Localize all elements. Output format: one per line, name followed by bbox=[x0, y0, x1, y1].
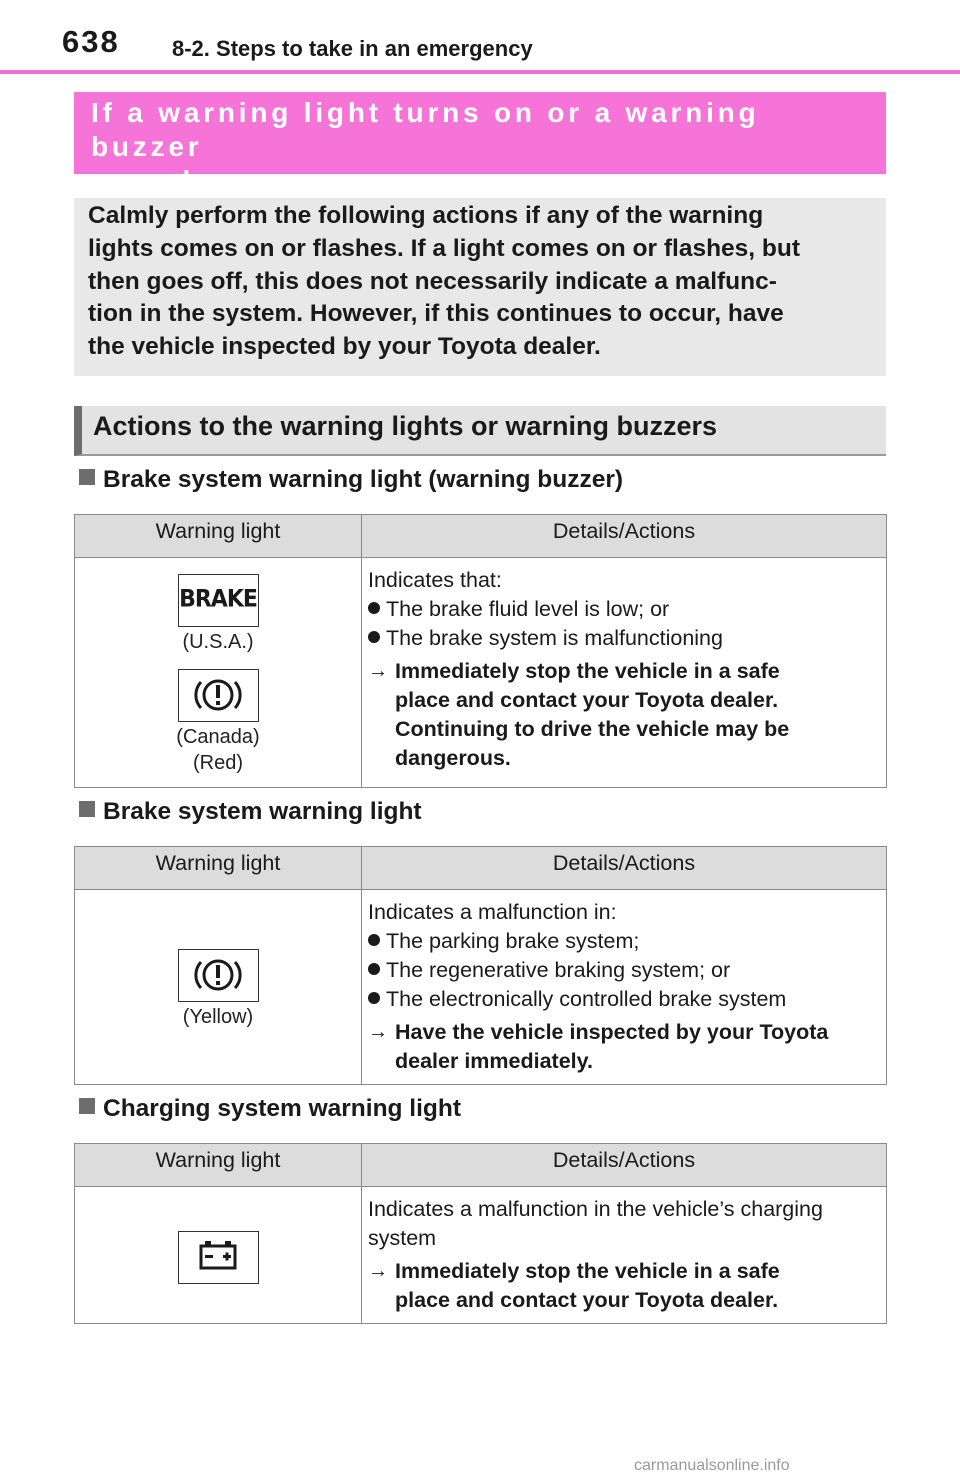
details-cell bbox=[362, 890, 887, 1085]
list-item: The brake system is malfunctioning bbox=[368, 624, 878, 653]
bullet-dot-icon bbox=[368, 992, 380, 1004]
warning-table-charging bbox=[74, 1143, 887, 1324]
intro-box bbox=[74, 198, 886, 376]
list-item: The parking brake system; bbox=[368, 927, 878, 956]
section-title: 8-2. Steps to take in an emergency bbox=[172, 36, 533, 61]
table-header-row bbox=[75, 1144, 887, 1187]
warning-table-brake-red bbox=[74, 514, 887, 788]
column-header-light: Warning light bbox=[75, 847, 362, 890]
square-bullet-icon bbox=[79, 469, 95, 485]
circle-exclamation-brake-icon bbox=[178, 949, 259, 1002]
details-intro: Indicates a malfunction in: bbox=[368, 900, 617, 924]
item-heading-text: Brake system warning light (warning buzzer) bbox=[103, 466, 624, 493]
page-header bbox=[0, 0, 960, 72]
action-text: → Immediately stop the vehicle in a safe place and contact your Toyota dealer. Continuing to drive the vehicle may be dangerous. bbox=[368, 659, 790, 770]
brake-lamp-label: BRAKE bbox=[179, 585, 257, 614]
intro-line: tion in the system. However, if this continues to occur, have bbox=[88, 300, 784, 328]
details-cell bbox=[362, 558, 887, 788]
bullet-dot-icon bbox=[368, 963, 380, 975]
action-text: → Immediately stop the vehicle in a safe place and contact your Toyota dealer. bbox=[368, 1259, 780, 1312]
lamp-caption-color: (Red) bbox=[192, 752, 243, 774]
square-bullet-icon bbox=[79, 801, 95, 817]
battery-icon bbox=[178, 1231, 259, 1284]
intro-line: the vehicle inspected by your Toyota dealer. bbox=[88, 333, 601, 361]
item-heading-text: Charging system warning light bbox=[103, 1095, 462, 1122]
intro-line: Calmly perform the following actions if any of the warning bbox=[88, 202, 764, 229]
bullet-dot-icon bbox=[368, 602, 380, 614]
banner-line-2: sounds bbox=[91, 165, 214, 196]
intro-line: then goes off, this does not necessarily indicate a malfunc- bbox=[88, 267, 777, 295]
item-heading-text: Brake system warning light bbox=[103, 798, 422, 825]
page-number: 638 bbox=[62, 24, 120, 59]
list-item: The brake fluid level is low; or bbox=[368, 595, 878, 624]
details-intro: Indicates that: bbox=[368, 568, 502, 592]
details-intro: Indicates a malfunction in the vehicle’s charging bbox=[368, 1197, 823, 1221]
item-heading-brake-buzzer bbox=[79, 466, 623, 494]
table-header-row bbox=[75, 515, 887, 558]
list-item: The regenerative braking system; or bbox=[368, 956, 878, 985]
brake-text-icon bbox=[178, 574, 259, 627]
column-header-details: Details/Actions bbox=[362, 515, 887, 558]
warning-table-brake-yellow bbox=[74, 846, 887, 1085]
table-header-row bbox=[75, 847, 887, 890]
column-header-light: Warning light bbox=[75, 515, 362, 558]
details-cell bbox=[362, 1187, 887, 1324]
warning-light-cell bbox=[75, 1187, 362, 1324]
arrow-right-icon: → bbox=[368, 660, 388, 682]
warning-light-cell bbox=[75, 890, 362, 1085]
lamp-caption-color: (Yellow) bbox=[182, 1006, 254, 1028]
watermark: carmanualsonline.info bbox=[634, 1457, 790, 1474]
table-row bbox=[75, 1187, 887, 1324]
sub-header: Actions to the warning lights or warning buzzers bbox=[74, 406, 886, 456]
lamp-caption-canada: (Canada) bbox=[176, 726, 260, 748]
square-bullet-icon bbox=[79, 1098, 95, 1114]
item-heading-brake-yellow bbox=[79, 798, 422, 826]
circle-exclamation-brake-icon bbox=[178, 669, 259, 722]
column-header-light: Warning light bbox=[75, 1144, 362, 1187]
arrow-right-icon: → bbox=[368, 1021, 388, 1043]
column-header-details: Details/Actions bbox=[362, 847, 887, 890]
column-header-details: Details/Actions bbox=[362, 1144, 887, 1187]
table-row bbox=[75, 558, 887, 788]
banner-line-1: If a warning light turns on or a warning buzzer bbox=[91, 97, 760, 162]
intro-line: lights comes on or flashes. If a light comes on or flashes, but bbox=[88, 234, 800, 262]
table-row bbox=[75, 890, 887, 1085]
action-text: → Have the vehicle inspected by your Toyota dealer immediately. bbox=[368, 1020, 829, 1073]
arrow-right-icon: → bbox=[368, 1260, 388, 1282]
header-rule bbox=[0, 70, 960, 74]
bullet-dot-icon bbox=[368, 631, 380, 643]
lamp-caption-usa: (U.S.A.) bbox=[182, 631, 254, 653]
bullet-dot-icon bbox=[368, 934, 380, 946]
item-heading-charging bbox=[79, 1095, 461, 1123]
list-item: The electronically controlled brake system bbox=[368, 985, 878, 1014]
topic-banner bbox=[74, 92, 886, 196]
warning-light-cell bbox=[75, 558, 362, 788]
details-intro: system bbox=[368, 1226, 437, 1250]
